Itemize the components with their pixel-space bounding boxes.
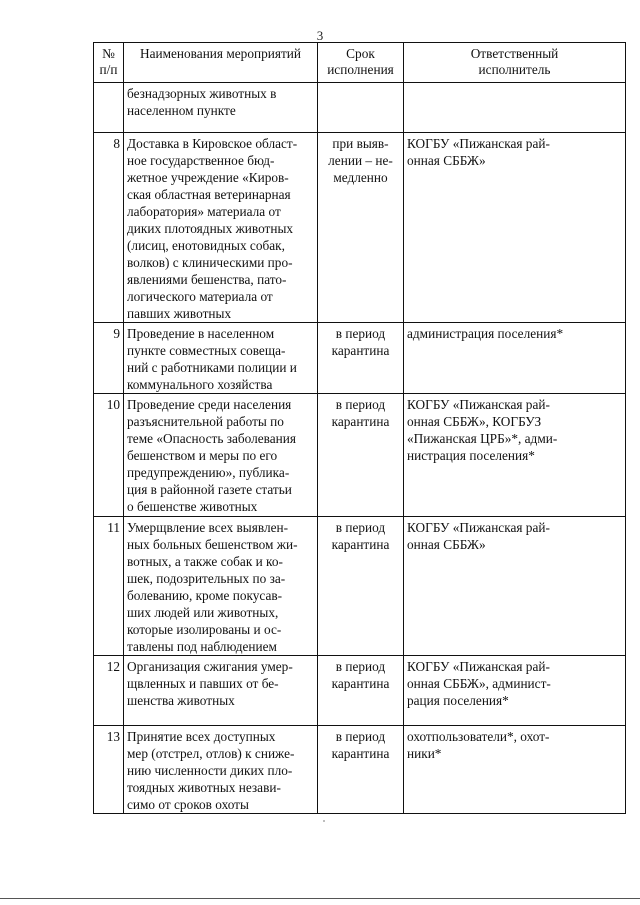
page-number: 3 bbox=[316, 28, 324, 43]
row-responsible-line: рация поселения* bbox=[407, 693, 509, 708]
row-activity-name-line: Доставка в Кировское област- bbox=[127, 136, 298, 151]
row-activity-name bbox=[124, 83, 318, 133]
row-activity-name-line: коммунального хозяйства bbox=[127, 377, 273, 392]
row-responsible-line: охотпользователи*, охот- bbox=[407, 729, 550, 744]
row-deadline bbox=[318, 133, 404, 323]
scan-speck bbox=[323, 820, 325, 822]
row-activity-name bbox=[124, 394, 318, 517]
row-activity-name-line: Умерщвление всех выявлен- bbox=[127, 520, 289, 535]
row-activity-name-line: бешенством и меры по его bbox=[127, 448, 278, 463]
row-deadline-line: при выяв- bbox=[332, 136, 389, 151]
row-activity-name-line: Проведение в населенном bbox=[127, 326, 275, 341]
row-number: 11 bbox=[94, 517, 124, 656]
row-activity-name-line: о бешенстве животных bbox=[127, 499, 258, 514]
row-activity-name-line: диких плотоядных животных bbox=[127, 221, 294, 236]
row-activity-name-line: симо от сроков охоты bbox=[127, 797, 249, 812]
row-deadline-line: карантина bbox=[331, 676, 390, 691]
row-deadline-line: карантина bbox=[331, 746, 390, 761]
row-deadline-line: медленно bbox=[333, 170, 388, 185]
header-number-line-2: п/п bbox=[99, 62, 118, 77]
row-activity-name-line: нию численности диких пло- bbox=[127, 763, 293, 778]
header-activity-name bbox=[124, 43, 318, 83]
row-responsible bbox=[404, 656, 626, 726]
row-deadline-line: в период bbox=[335, 729, 386, 744]
row-activity-name bbox=[124, 726, 318, 814]
row-deadline-line: в период bbox=[335, 520, 386, 535]
row-activity-name-line: шек, подозрительных по за- bbox=[127, 571, 286, 586]
row-activity-name-line: которые изолированы и ос- bbox=[127, 622, 282, 637]
row-number: 13 bbox=[94, 726, 124, 814]
table-row bbox=[94, 726, 626, 814]
row-activity-name-line: болеванию, кроме покусав- bbox=[127, 588, 283, 603]
row-responsible bbox=[404, 517, 626, 656]
row-responsible-line: КОГБУ «Пижанская рай- bbox=[407, 397, 550, 412]
row-number: 8 bbox=[94, 133, 124, 323]
row-activity-name-line: шенства животных bbox=[127, 693, 235, 708]
header-deadline bbox=[318, 43, 404, 83]
row-responsible-line: ники* bbox=[407, 746, 442, 761]
row-responsible bbox=[404, 394, 626, 517]
row-responsible bbox=[404, 133, 626, 323]
row-deadline-line: лении – не- bbox=[328, 153, 393, 168]
row-deadline bbox=[318, 394, 404, 517]
row-responsible-line: онная СББЖ» bbox=[407, 153, 486, 168]
row-activity-name-line: павших животных bbox=[127, 306, 232, 321]
row-activity-name bbox=[124, 656, 318, 726]
header-responsible-line-2: исполнитель bbox=[478, 62, 551, 77]
row-responsible-line: онная СББЖ», админист- bbox=[407, 676, 551, 691]
header-responsible-line-1: Ответственный bbox=[470, 46, 559, 61]
row-deadline bbox=[318, 83, 404, 133]
row-activity-name-line: ская областная ветеринарная bbox=[127, 187, 291, 202]
row-activity-name-line: пункте совместных совеща- bbox=[127, 343, 286, 358]
row-deadline-line: в период bbox=[335, 659, 386, 674]
row-activity-name-line: мер (отстрел, отлов) к сниже- bbox=[127, 746, 295, 761]
row-deadline bbox=[318, 323, 404, 394]
header-deadline-line-1: Срок bbox=[346, 46, 375, 61]
row-deadline-line: карантина bbox=[331, 343, 390, 358]
row-activity-name-line: щвленных и павших от бе- bbox=[127, 676, 279, 691]
table-header-row bbox=[94, 43, 626, 83]
row-activity-name bbox=[124, 517, 318, 656]
table-row bbox=[94, 517, 626, 656]
row-activity-name-line: ний с работниками полиции и bbox=[127, 360, 297, 375]
table-row bbox=[94, 133, 626, 323]
row-activity-name-line: вотных, а также собак и ко- bbox=[127, 554, 283, 569]
row-activity-name-line: ное государственное бюд- bbox=[127, 153, 275, 168]
row-responsible-line: администрация поселения* bbox=[407, 326, 564, 341]
row-number: 10 bbox=[94, 394, 124, 517]
row-activity-name-line: волков) с клиническими про- bbox=[127, 255, 293, 270]
row-responsible-line: нистрация поселения* bbox=[407, 448, 535, 463]
row-number: 12 bbox=[94, 656, 124, 726]
row-responsible bbox=[404, 323, 626, 394]
row-activity-name-line: явлениями бешенства, пато- bbox=[127, 272, 287, 287]
row-responsible-line: КОГБУ «Пижанская рай- bbox=[407, 659, 550, 674]
row-activity-name-line: тоядных животных незави- bbox=[127, 780, 281, 795]
row-activity-name-line: ших людей или животных, bbox=[127, 605, 279, 620]
page-bottom-rule bbox=[0, 898, 640, 899]
row-responsible-line: КОГБУ «Пижанская рай- bbox=[407, 136, 550, 151]
header-responsible bbox=[404, 43, 626, 83]
row-responsible-line: «Пижанская ЦРБ»*, адми- bbox=[407, 431, 558, 446]
row-activity-name-line: жетное учреждение «Киров- bbox=[127, 170, 289, 185]
row-activity-name-line: Принятие всех доступных bbox=[127, 729, 276, 744]
row-number: 9 bbox=[94, 323, 124, 394]
activities-table bbox=[93, 42, 626, 814]
row-deadline-line: в период bbox=[335, 397, 386, 412]
row-activity-name-line: тавлены под наблюдением bbox=[127, 639, 277, 654]
row-deadline bbox=[318, 517, 404, 656]
row-activity-name bbox=[124, 133, 318, 323]
row-deadline-line: карантина bbox=[331, 537, 390, 552]
row-deadline bbox=[318, 726, 404, 814]
row-activity-name bbox=[124, 323, 318, 394]
row-deadline-line: карантина bbox=[331, 414, 390, 429]
row-activity-name-line: (лисиц, енотовидных собак, bbox=[127, 238, 285, 253]
row-activity-name-line: Организация сжигания умер- bbox=[127, 659, 293, 674]
row-responsible-line: КОГБУ «Пижанская рай- bbox=[407, 520, 550, 535]
row-activity-name-line: логического материала от bbox=[127, 289, 273, 304]
row-responsible bbox=[404, 726, 626, 814]
header-deadline-line-2: исполнения bbox=[327, 62, 394, 77]
row-number bbox=[94, 83, 124, 133]
header-activity-name-line-1: Наименования мероприятий bbox=[139, 46, 302, 61]
row-responsible-line: онная СББЖ» bbox=[407, 537, 486, 552]
table-row bbox=[94, 323, 626, 394]
row-activity-name-line: теме «Опасность заболевания bbox=[127, 431, 297, 446]
row-activity-name-line: Проведение среди населения bbox=[127, 397, 292, 412]
table-row bbox=[94, 83, 626, 133]
row-activity-name-line: разъяснительной работы по bbox=[127, 414, 284, 429]
row-responsible bbox=[404, 83, 626, 133]
row-activity-name-line: ных больных бешенством жи- bbox=[127, 537, 298, 552]
row-activity-name-line: предупреждению», публика- bbox=[127, 465, 290, 480]
row-activity-name-line: лаборатория» материала от bbox=[127, 204, 281, 219]
row-activity-name-line: безнадзорных животных в bbox=[127, 86, 277, 101]
row-deadline-line: в период bbox=[335, 326, 386, 341]
row-deadline bbox=[318, 656, 404, 726]
row-activity-name-line: ция в районной газете статьи bbox=[127, 482, 292, 497]
header-number bbox=[94, 43, 124, 83]
table-row bbox=[94, 656, 626, 726]
row-responsible-line: онная СББЖ», КОГБУЗ bbox=[407, 414, 542, 429]
header-number-line-1: № bbox=[102, 46, 115, 61]
row-activity-name-line: населенном пункте bbox=[127, 103, 236, 118]
table-row bbox=[94, 394, 626, 517]
